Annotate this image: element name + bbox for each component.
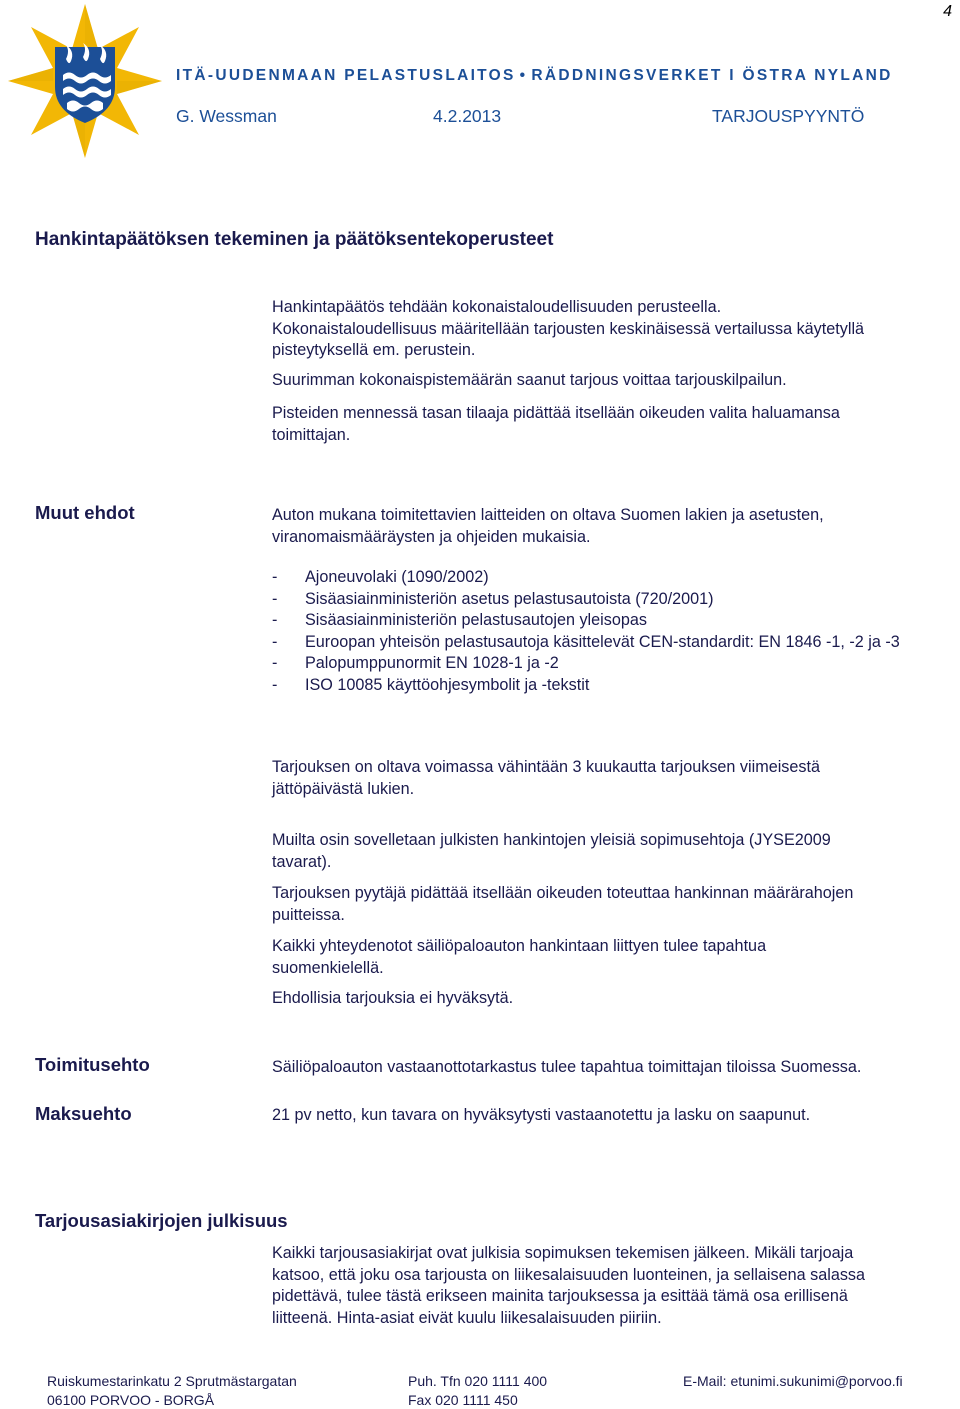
header-doc-type: TARJOUSPYYNTÖ [712,106,864,127]
footer-email-line: E-Mail: etunimi.sukunimi@porvoo.fi [683,1372,903,1391]
jyse-line: tavarat). [272,852,952,874]
footer-phone [408,1372,547,1409]
jyse-paragraph [272,830,952,873]
decision-basis-paragraph [272,297,952,362]
delivery-line: Säiliöpaloauton vastaanottotarkastus tulee tapahtua toimittajan tiloissa Suomessa. [272,1057,952,1079]
organization-name-fi: ITÄ-UUDENMAAN PELASTUSLAITOS [176,67,516,84]
rescue-department-logo-icon [5,2,165,160]
validity-paragraph [272,757,952,800]
tie-paragraph [272,403,952,446]
publicity-line: pidettävä, tulee tästä erikseen mainita tarjouksessa ja esittää tämä osa erillisenä [272,1286,952,1308]
list-item: - ISO 10085 käyttöohjesymbolit ja -tekstit [272,675,952,697]
budget-line: Tarjouksen pyytäjä pidättää itsellään oikeuden toteuttaa hankinnan määrärahojen [272,883,952,905]
footer-phone-line: Puh. Tfn 020 1111 400 [408,1372,547,1391]
jyse-line: Muilta osin sovelletaan julkisten hankintojen yleisiä sopimusehtoja (JYSE2009 [272,830,952,852]
other-terms-intro-line: Auton mukana toimitettavien laitteiden on oltava Suomen lakien ja asetusten, [272,505,952,527]
conditional-line: Ehdollisia tarjouksia ei hyväksytä. [272,988,952,1010]
budget-line: puitteissa. [272,905,952,927]
tie-line: Pisteiden mennessä tasan tilaaja pidättää itsellään oikeuden valita haluamansa [272,403,952,425]
language-line: Kaikki yhteydenotot säiliöpaloauton hankintaan liittyen tulee tapahtua [272,936,952,958]
budget-paragraph [272,883,952,926]
other-terms-intro-line: viranomaismääräysten ja ohjeiden mukaisia. [272,527,952,549]
other-terms-label: Muut ehdot [35,502,135,524]
payment-text [272,1105,952,1127]
winner-paragraph [272,370,952,392]
decision-basis-line: Kokonaistaloudellisuus määritellään tarjousten keskinäisessä vertailussa käytetyllä [272,319,952,341]
header-author: G. Wessman [176,106,277,127]
publicity-line: Kaikki tarjousasiakirjat ovat julkisia sopimuksen tekemisen jälkeen. Mikäli tarjoaja [272,1243,952,1265]
organization-separator: • [520,67,528,85]
footer-address-line: Ruiskumestarinkatu 2 Sprutmästargatan [47,1372,297,1391]
other-terms-intro [272,505,952,548]
publicity-paragraph [272,1243,952,1329]
language-paragraph [272,936,952,979]
winner-line: Suurimman kokonaispistemäärän saanut tarjous voittaa tarjouskilpailun. [272,370,952,392]
delivery-text [272,1057,952,1079]
list-item: - Euroopan yhteisön pelastusautoja käsittelevät CEN-standardit: EN 1846 -1, -2 ja -3 [272,632,952,654]
footer-address [47,1372,297,1409]
list-item: - Ajoneuvolaki (1090/2002) [272,567,952,589]
organization-name-sv: RÄDDNINGSVERKET I ÖSTRA NYLAND [531,67,892,84]
publicity-line: katsoo, että joku osa tarjousta on liikesalaisuuden luonteinen, ja sellaisena salassa [272,1265,952,1287]
delivery-label: Toimitusehto [35,1054,150,1076]
validity-line: jättöpäivästä lukien. [272,779,952,801]
list-item: - Palopumppunormit EN 1028-1 ja -2 [272,653,952,675]
organization-name [176,67,893,85]
decision-heading: Hankintapäätöksen tekeminen ja päätöksentekoperusteet [35,229,553,251]
decision-basis-line: Hankintapäätös tehdään kokonaistaloudellisuuden perusteella. [272,297,952,319]
footer-address-line: 06100 PORVOO - BORGÅ [47,1391,297,1409]
page-number: 4 [943,3,952,21]
language-line: suomenkielellä. [272,958,952,980]
header-date: 4.2.2013 [433,106,501,127]
payment-line: 21 pv netto, kun tavara on hyväksytysti vastaanotettu ja lasku on saapunut. [272,1105,952,1127]
list-item: - Sisäasiainministeriön pelastusautojen yleisopas [272,610,952,632]
publicity-line: liitteenä. Hinta-asiat eivät kuulu liikesalaisuuden piiriin. [272,1308,952,1330]
regulations-list [272,567,952,696]
decision-basis-line: pisteytyksellä em. perustein. [272,340,952,362]
footer-email [683,1372,903,1391]
conditional-paragraph [272,988,952,1010]
list-item: - Sisäasiainministeriön asetus pelastusautoista (720/2001) [272,589,952,611]
footer-fax-line: Fax 020 1111 450 [408,1391,547,1409]
publicity-label: Tarjousasiakirjojen julkisuus [35,1210,288,1232]
validity-line: Tarjouksen on oltava voimassa vähintään 3 kuukautta tarjouksen viimeisestä [272,757,952,779]
payment-label: Maksuehto [35,1103,132,1125]
tie-line: toimittajan. [272,425,952,447]
